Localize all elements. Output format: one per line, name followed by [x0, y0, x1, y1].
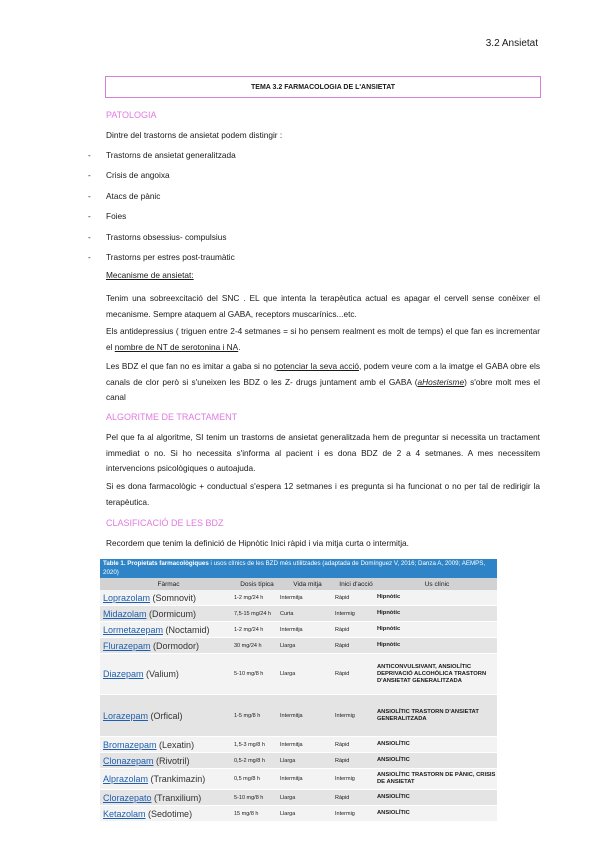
cell-onset: Intermig	[335, 810, 355, 817]
document-title: TEMA 3.2 FARMACOLOGIA DE L'ANSIETAT	[105, 76, 541, 98]
cell-drug	[100, 593, 234, 603]
cell-drug	[100, 609, 234, 619]
drug-brand: (Sedotime)	[148, 808, 193, 819]
cell-dose: 1,5-3 mg/8 h	[234, 741, 265, 748]
drug-link[interactable]: Clonazepam	[103, 755, 154, 766]
table-row	[100, 638, 497, 654]
cell-dose: 1-5 mg/8 h	[234, 712, 261, 719]
page-header-section: 3.2 Ansietat	[485, 38, 538, 49]
cell-dose: 7,5-15 mg/24 h	[234, 610, 271, 617]
cell-dose: 30 mg/24 h	[234, 642, 262, 649]
cell-clinical-use: ANSIOLÍTIC TRASTORN DE PÀNIC, CRISIS DE ANSIETAT	[377, 772, 496, 785]
heading-patologia: PATOLOGIA	[106, 110, 157, 120]
cell-half-life: Curta	[280, 610, 294, 617]
drug-brand: (Tranxilium)	[154, 792, 202, 803]
list-item: - Atacs de pànic	[88, 191, 161, 201]
cell-clinical-use: ANSIOLÍTIC	[377, 810, 410, 816]
cell-onset: Ràpid	[335, 626, 350, 633]
col-header-inici: Inici d'acció	[339, 580, 373, 588]
cell-half-life: Llarga	[280, 757, 296, 764]
cell-clinical-use: ANSIOLÍTIC	[377, 794, 410, 800]
algoritme-paragraph-2: Si es dona farmacològic + conductual s'espera 12 setmanes i es pregunta si ha funcionat o no per tal de redirigir la terapèutica.	[106, 481, 540, 507]
cell-half-life: Intermitja	[280, 626, 303, 633]
table-row	[100, 606, 497, 622]
drug-link[interactable]: Midazolam	[103, 608, 147, 619]
cell-onset: Ràpid	[335, 671, 350, 677]
cell-drug	[100, 793, 234, 803]
patologia-intro: Dintre del trastorns de ansietat podem distingir :	[106, 130, 283, 140]
table-row	[100, 737, 497, 753]
heading-clasificacio: CLASIFICACIÓ DE LES BDZ	[106, 518, 224, 528]
drug-link[interactable]: Loprazolam	[103, 592, 151, 603]
cell-drug	[100, 774, 234, 784]
cell-drug	[100, 669, 234, 679]
cell-half-life: Intermitja	[280, 776, 303, 782]
table-row	[100, 654, 497, 695]
cell-onset: Intermig	[335, 776, 355, 782]
cell-drug	[100, 809, 234, 819]
col-header-dosis: Dosis típica	[240, 580, 274, 588]
cell-drug	[100, 641, 234, 651]
drug-brand: (Somnovit)	[152, 592, 197, 603]
cell-dose: 5-10 mg/8 h	[234, 671, 264, 677]
mecanisme-paragraph-1: Tenim una sobreexcitació del SNC . EL que intenta la terapèutica actual es apagar el cervell sense conèixer el mecanisme. Sempre ataquem al GABA, receptors muscarínics...etc.	[106, 293, 540, 319]
cell-drug	[100, 740, 234, 750]
cell-clinical-use: ANSIOLÍTIC	[377, 757, 410, 763]
drug-link[interactable]: Clorazepato	[103, 792, 152, 803]
cell-clinical-use: ANSIOLÍTIC TRASTORN D'ANSIETAT GENERALITZADA	[377, 708, 479, 722]
table-row	[100, 695, 497, 737]
col-header-us: Us clínic	[424, 580, 450, 588]
cell-dose: 15 mg/8 h	[234, 810, 259, 817]
table-row	[100, 806, 497, 822]
cell-clinical-use: Hipnòtic	[377, 594, 401, 600]
cell-half-life: Llarga	[280, 671, 296, 677]
table-header	[100, 578, 497, 590]
cell-dose: 1-2 mg/24 h	[234, 626, 264, 633]
cell-clinical-use: Hipnòtic	[377, 610, 401, 616]
cell-onset: Ràpid	[335, 642, 350, 649]
table-row	[100, 753, 497, 769]
table-caption: Table 1. Propietats farmacològiques i usos clínics de les BZD més utilitzades (adaptada de Domínguez V, 2016; Danza A, 2009; AEMPS, 2020)	[100, 559, 497, 578]
col-header-vida: Vida mitja	[293, 580, 322, 588]
cell-onset: Ràpid	[335, 794, 350, 801]
drug-brand: (Dormodor)	[153, 640, 200, 651]
cell-onset: Ràpid	[335, 594, 350, 601]
table-row	[100, 622, 497, 638]
cell-half-life: Llarga	[280, 642, 296, 649]
cell-half-life: Intermitja	[280, 741, 303, 748]
drug-brand: (Dormicum)	[149, 608, 197, 619]
table-body	[100, 590, 497, 822]
heading-algoritme: ALGORITME DE TRACTAMENT	[106, 412, 238, 422]
mecanisme-paragraph-2: Els antidepressius ( triguen entre 2-4 setmanes = si ho pensem realment es molt de temps) el que fan es incrementar el nombre de NT de serotonina i NA.	[106, 326, 540, 352]
cell-half-life: Llarga	[280, 794, 296, 801]
list-item: - Trastorns de ansietat generalitzada	[88, 150, 236, 160]
clasificacio-paragraph: Recordem que tenim la definició de Hipnòtic Inici ràpid i via mitja curta o intermitja.	[106, 538, 409, 548]
cell-half-life: Intermitja	[280, 712, 303, 719]
drug-link[interactable]: Bromazepam	[103, 739, 157, 750]
cell-dose: 5-10 mg/8 h	[234, 794, 264, 801]
cell-clinical-use: ANSIOLÍTIC	[377, 741, 410, 747]
cell-clinical-use: Hipnòtic	[377, 626, 401, 632]
cell-dose: 0,5 mg/8 h	[234, 776, 260, 782]
drug-link[interactable]: Lorazepam	[103, 710, 149, 721]
bdz-table	[100, 559, 497, 819]
cell-drug	[100, 625, 234, 635]
mecanisme-paragraph-3: Les BDZ el que fan no es imitar a gaba si no potenciar la seva acció, podem veure com a la imatge el GABA obre els canals de clor però si s'uneixen les BDZ o les Z- drugs juntament amb el GABA (aHosterisme) s'obre molt mes el canal	[106, 361, 540, 402]
algoritme-paragraph-1: Pel que fa al algoritme, SI tenim un trastorns de ansietat generalitzada hem de preguntar si necessita un tractament immediat o no. Si ho necessita s'informa al pacient i es dona BDZ de 2 a 4 setmanes. A mes necessitem intervencions psicològiques o autoajuda.	[106, 432, 540, 473]
drug-link[interactable]: Alprazolam	[103, 774, 149, 784]
drug-link[interactable]: Flurazepam	[103, 640, 151, 651]
cell-onset: Ràpid	[335, 741, 350, 748]
drug-brand: (Lexatin)	[159, 739, 195, 750]
cell-onset: Ràpid	[335, 757, 350, 764]
list-item: - Crisis de angoixa	[88, 170, 170, 180]
drug-brand: (Valium)	[146, 669, 179, 679]
cell-half-life: Llarga	[280, 810, 296, 817]
cell-onset: Intermig	[335, 610, 355, 617]
cell-half-life: Intermitja	[280, 594, 303, 601]
cell-onset: Intermig	[335, 712, 355, 719]
table-row	[100, 590, 497, 606]
drug-brand: (Orfical)	[150, 710, 183, 721]
col-header-farmac: Fàrmac	[157, 580, 180, 588]
cell-dose: 1-2 mg/24 h	[234, 594, 264, 601]
drug-link[interactable]: Ketazolam	[103, 808, 146, 819]
drug-link[interactable]: Lormetazepam	[103, 624, 164, 635]
mecanisme-label: Mecanisme de ansietat:	[106, 270, 194, 280]
cell-clinical-use: ANTICONVULSIVANT, ANSIOLÍTIC DEPRIVACIÓ ALCOHÒLICA TRASTORN D'ANSIETAT GENERALITZADA	[377, 663, 487, 684]
drug-link[interactable]: Diazepam	[103, 669, 144, 679]
drug-brand: (Noctamid)	[165, 624, 210, 635]
table-row	[100, 769, 497, 790]
drug-brand: (Rivotril)	[156, 755, 190, 766]
cell-clinical-use: Hipnòtic	[377, 642, 401, 648]
list-item: - Trastorns obsessius- compulsius	[88, 232, 227, 242]
list-item: - Foies	[88, 211, 127, 221]
cell-drug	[100, 756, 234, 766]
table-row	[100, 790, 497, 806]
cell-dose: 0,5-2 mg/8 h	[234, 757, 265, 764]
cell-drug	[100, 711, 234, 721]
drug-brand: (Trankimazin)	[150, 774, 206, 784]
list-item: - Trastorns per estres post-traumàtic	[88, 252, 235, 262]
